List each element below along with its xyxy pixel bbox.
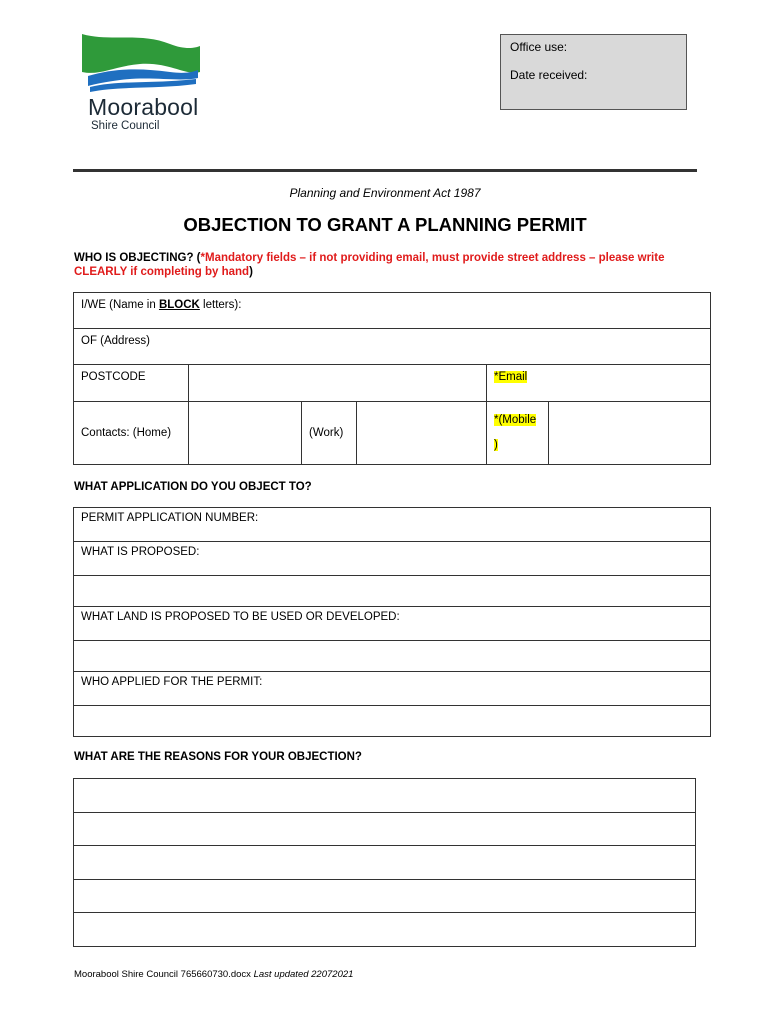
- proposed-label-cell: [74, 542, 711, 576]
- footer-updated: Last updated 22072021: [253, 969, 354, 980]
- postcode-label-cell: [74, 365, 189, 402]
- reasons-table: [73, 778, 696, 947]
- mobile-phone-field[interactable]: [549, 402, 711, 465]
- who-heading-close: ): [249, 266, 253, 278]
- name-label-suffix: letters):: [199, 299, 242, 311]
- applicant-field[interactable]: [74, 706, 711, 737]
- work-label: (Work): [309, 427, 344, 439]
- page-title: OBJECTION TO GRANT A PLANNING PERMIT: [183, 214, 587, 235]
- permit-number-field[interactable]: [74, 508, 711, 542]
- reason-line-3[interactable]: [74, 846, 696, 880]
- who-objecting-heading: [74, 251, 694, 279]
- work-label-cell: [302, 402, 357, 465]
- mandatory-note: Mandatory fields – if not providing email, must provide street address – please write CLEARLY if completing by hand: [74, 252, 665, 278]
- who-heading-text: WHO IS OBJECTING? (: [74, 252, 201, 264]
- name-label-block: BLOCK: [158, 299, 200, 311]
- mobile-label-cell: [487, 402, 549, 465]
- email-label: *Email: [494, 371, 528, 383]
- proposed-field[interactable]: [74, 576, 711, 607]
- reason-line-2[interactable]: [74, 813, 696, 846]
- address-field[interactable]: [74, 329, 711, 365]
- contacts-home-label-cell: [74, 402, 189, 465]
- reasons-heading: WHAT ARE THE REASONS FOR YOUR OBJECTION?: [74, 751, 362, 763]
- contacts-home-label: Contacts: (Home): [81, 427, 172, 439]
- applicant-label: WHO APPLIED FOR THE PERMIT:: [81, 676, 263, 688]
- reason-line-1[interactable]: [74, 779, 696, 813]
- date-received-label: Date received:: [510, 68, 588, 82]
- postcode-label: POSTCODE: [81, 371, 146, 383]
- proposed-label: WHAT IS PROPOSED:: [81, 546, 200, 558]
- mobile-label-close: ): [494, 439, 498, 451]
- moorabool-logo-icon: [80, 32, 202, 94]
- org-name: Moorabool: [88, 94, 199, 120]
- reason-line-5[interactable]: [74, 913, 696, 947]
- act-reference: Planning and Environment Act 1987: [289, 186, 481, 200]
- mandatory-star: *: [200, 252, 205, 264]
- footer: [74, 969, 353, 980]
- name-label-prefix: I/WE (Name in: [81, 299, 159, 311]
- application-table: [73, 507, 711, 737]
- land-label-cell: [74, 607, 711, 641]
- address-label: OF (Address): [81, 335, 151, 347]
- email-field[interactable]: [487, 365, 711, 402]
- header-divider: [73, 169, 697, 172]
- objector-details-table: [73, 292, 711, 465]
- mobile-label: *(Mobile: [494, 414, 537, 426]
- postcode-field[interactable]: [189, 365, 487, 402]
- org-subtitle: Shire Council: [91, 120, 160, 132]
- land-label: WHAT LAND IS PROPOSED TO BE USED OR DEVELOPED:: [81, 611, 400, 623]
- permit-number-label: PERMIT APPLICATION NUMBER:: [81, 512, 259, 524]
- applicant-label-cell: [74, 672, 711, 706]
- office-use-box: [500, 34, 687, 110]
- office-use-label: Office use:: [510, 40, 568, 54]
- reason-line-4[interactable]: [74, 880, 696, 913]
- footer-doc-ref: Moorabool Shire Council 765660730.docx: [74, 969, 254, 980]
- work-phone-field[interactable]: [357, 402, 487, 465]
- application-heading: WHAT APPLICATION DO YOU OBJECT TO?: [74, 481, 312, 493]
- land-field[interactable]: [74, 641, 711, 672]
- name-field[interactable]: [74, 293, 711, 329]
- home-phone-field[interactable]: [189, 402, 302, 465]
